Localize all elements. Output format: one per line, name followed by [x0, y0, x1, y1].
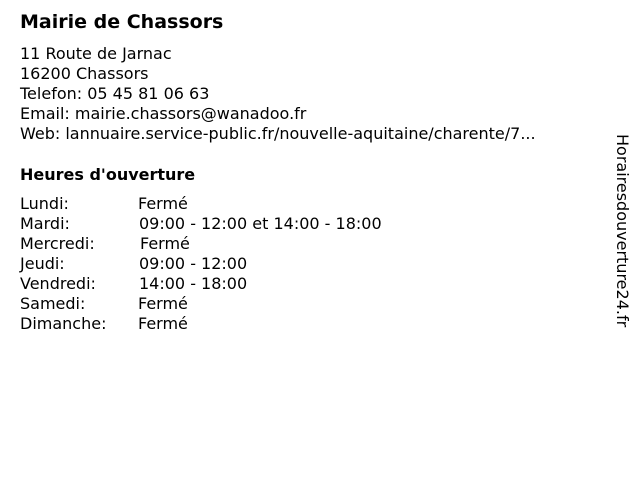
city-postal-code: 16200 Chassors — [20, 64, 149, 83]
day-hours: Fermé — [138, 294, 188, 313]
day-label: Mercredi: — [20, 234, 95, 253]
day-hours: Fermé — [140, 234, 190, 253]
hours-heading: Heures d'ouverture — [20, 165, 196, 184]
day-hours: 14:00 - 18:00 — [139, 274, 248, 293]
day-hours: 09:00 - 12:00 — [139, 254, 248, 273]
website-link: Web: lannuaire.service-public.fr/nouvelle-aquitaine/charente/7... — [20, 124, 536, 143]
day-label: Dimanche: — [20, 314, 107, 333]
phone-number: Telefon: 05 45 81 06 63 — [20, 84, 210, 103]
day-hours: Fermé — [138, 314, 188, 333]
day-label: Vendredi: — [20, 274, 96, 293]
page-title: Mairie de Chassors — [20, 11, 224, 33]
day-hours: 09:00 - 12:00 et 14:00 - 18:00 — [139, 214, 382, 233]
address-block — [20, 44, 536, 144]
day-label: Mardi: — [20, 214, 70, 233]
day-label: Samedi: — [20, 294, 86, 313]
day-hours: Fermé — [138, 194, 188, 213]
day-label: Lundi: — [20, 194, 69, 213]
site-watermark: Horairesdouverture24.fr — [613, 134, 632, 328]
email-address: Email: mairie.chassors@wanadoo.fr — [20, 104, 307, 123]
day-label: Jeudi: — [20, 254, 65, 273]
street-address: 11 Route de Jarnac — [20, 44, 172, 63]
watermark-container — [612, 134, 632, 374]
